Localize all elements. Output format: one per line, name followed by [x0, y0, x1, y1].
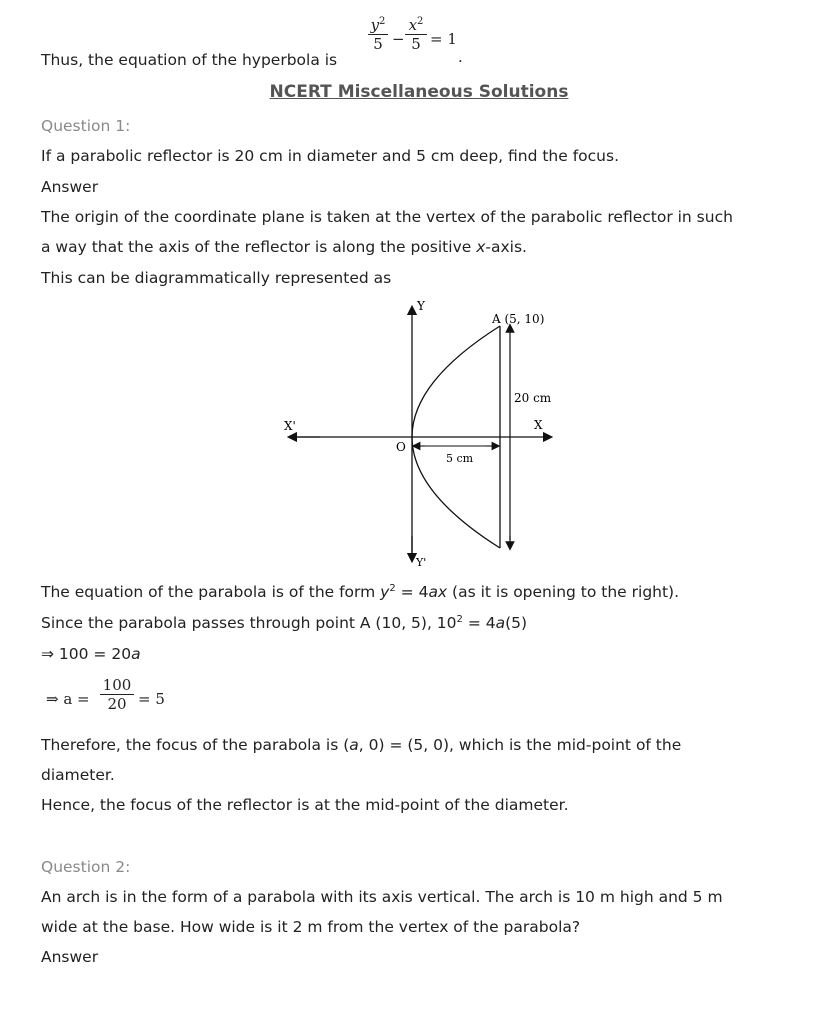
- intro-text: Thus, the equation of the hyperbola is: [41, 51, 338, 69]
- passes-through-line: [41, 613, 527, 633]
- question-2-label: Question 2:: [41, 858, 131, 876]
- pass-var: a: [495, 614, 506, 632]
- step-2-fraction: [100, 676, 134, 713]
- frac2-denominator: 5: [411, 35, 421, 53]
- label-depth: 5 cm: [446, 452, 474, 465]
- focus-var: a: [349, 736, 359, 754]
- question-1-text: If a parabolic reflector is 20 cm in diameter and 5 cm deep, find the focus.: [41, 147, 620, 165]
- eq-line-ax: ax: [428, 583, 448, 601]
- focus-line-1: [41, 735, 681, 755]
- label-origin: O: [396, 440, 406, 454]
- answer-2-label: Answer: [41, 948, 99, 966]
- pass-c: (5): [505, 614, 528, 632]
- pass-b: = 4: [462, 614, 496, 632]
- question-2-line1: An arch is in the form of a parabola with its axis vertical. The arch is 10 m high and 5 m: [41, 888, 723, 906]
- question-1-label: Question 1:: [41, 117, 131, 135]
- equation-form-line: [41, 582, 679, 602]
- hyperbola-fraction-1: [368, 16, 388, 53]
- answer-1-para1-line2: [41, 237, 527, 257]
- parabola-diagram: [280, 296, 570, 576]
- hyperbola-minus: −: [392, 30, 405, 48]
- para1-line2-var: x: [476, 238, 486, 256]
- step1-var: a: [131, 645, 141, 663]
- eq-line-y: y: [380, 583, 390, 601]
- label-y: Y: [417, 299, 425, 313]
- frac1-numerator: y: [370, 16, 380, 34]
- eq-line-a: The equation of the parabola is of the form: [41, 583, 381, 601]
- label-x: X: [534, 418, 543, 432]
- conclusion-line: Hence, the focus of the reflector is at the mid-point of the diameter.: [41, 796, 569, 814]
- focus-line-2: diameter.: [41, 766, 115, 784]
- label-diameter: 20 cm: [514, 391, 552, 405]
- frac2-numerator: x: [408, 16, 418, 34]
- hyperbola-fraction-2: [405, 16, 427, 53]
- focus-a: Therefore, the focus of the parabola is (: [41, 736, 350, 754]
- frac2-sup: 2: [417, 16, 424, 27]
- hyperbola-equals: = 1: [430, 30, 457, 48]
- label-x-neg: X': [284, 419, 296, 433]
- pass-sup: 2: [456, 613, 463, 625]
- label-point-a: A (5, 10): [492, 312, 545, 326]
- step2-denominator: 20: [107, 695, 127, 713]
- eq-line-b: = 4: [395, 583, 429, 601]
- frac1-sup: 2: [379, 16, 386, 27]
- answer-1-label: Answer: [41, 178, 99, 196]
- step2-numerator: 100: [102, 676, 132, 694]
- question-2-line2: wide at the base. How wide is it 2 m from the vertex of the parabola?: [41, 918, 581, 936]
- step-1-line: [41, 644, 141, 664]
- pass-a: Since the parabola passes through point A (10, 5), 10: [41, 614, 457, 632]
- step-2-lhs: ⇒ a =: [46, 690, 90, 708]
- para1-line2-b: -axis.: [485, 238, 527, 256]
- frac1-denominator: 5: [373, 35, 383, 53]
- eq-line-sup: 2: [389, 582, 396, 594]
- step1-a: ⇒ 100 = 20: [41, 645, 132, 663]
- step-2-rhs: = 5: [138, 690, 165, 708]
- hyperbola-period: .: [458, 48, 463, 66]
- section-heading: NCERT Miscellaneous Solutions: [269, 82, 569, 102]
- label-y-neg: Y': [416, 556, 427, 569]
- answer-1-para1-line1: The origin of the coordinate plane is taken at the vertex of the parabolic reflector in such: [41, 208, 733, 226]
- eq-line-c: (as it is opening to the right).: [447, 583, 680, 601]
- answer-1-para2: This can be diagrammatically represented as: [41, 269, 392, 287]
- para1-line2-a: a way that the axis of the reflector is along the positive: [41, 238, 477, 256]
- focus-b: , 0) = (5, 0), which is the mid-point of the: [358, 736, 682, 754]
